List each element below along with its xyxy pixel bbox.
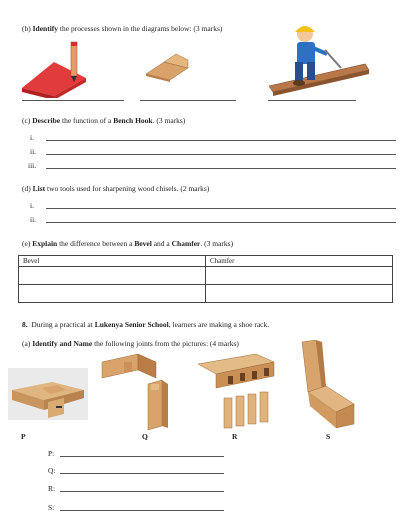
answer-label-r: R: [48,484,56,493]
joint-letter-r: R [232,432,238,441]
table-header-chamfer: Chamfer [206,256,393,267]
joint-letter-p: P [21,432,26,441]
answer-line-q[interactable] [60,473,224,474]
joint-letter-s: S [326,432,331,441]
answer-label-q: Q: [48,466,56,475]
q-e-text: the difference between a [57,239,135,248]
q8a-text: the following joints from the pictures: (4 marks) [92,339,239,348]
answer-line-s[interactable] [60,510,224,511]
question-8a [22,339,239,348]
q-b-prefix: (b) [22,24,33,33]
q8a-prefix: (a) [22,339,33,348]
q8-school-name: Lukenya Senior School [94,320,169,329]
q-c-prefix: (c) [22,116,33,125]
q-c-suffix: . (3 marks) [152,116,186,125]
q8-suffix: , learners are making a shoe rack. [168,320,270,329]
joint-r-image [194,350,278,430]
answer-line-d2[interactable] [46,222,396,223]
q-c-keyword: Describe [32,116,61,125]
marking-process-image [18,38,90,98]
answer-label-p: P: [48,449,55,458]
joint-letter-q: Q [142,432,148,441]
q8a-keyword: Identify and Name [32,339,93,348]
q-b-keyword: Identify [32,24,59,33]
q-e-prefix: (e) [22,239,33,248]
q-c-item-label-2: ii. [30,147,37,156]
question-8 [22,320,269,329]
answer-line-r[interactable] [60,491,224,492]
q8-number: 8. [22,320,28,329]
table-cell[interactable] [19,285,206,303]
q-e-keyword: Explain [32,239,58,248]
answer-line-p[interactable] [60,456,224,457]
q-d-keyword: List [32,184,46,193]
q8-text: During a practical at [31,320,95,329]
table-cell[interactable] [206,285,393,303]
answer-line-d1[interactable] [46,208,396,209]
q-d-prefix: (d) [22,184,33,193]
answer-line-b1[interactable] [22,100,124,101]
answer-label-s: S: [48,503,55,512]
q-c-term: Bench Hook [113,116,153,125]
joint-p-image [8,368,88,420]
q-b-text: the processes shown in the diagrams below: (3 marks) [58,24,223,33]
table-header-bevel: Bevel [19,256,206,267]
joint-q-image [96,348,174,430]
answer-line-c2[interactable] [46,154,396,155]
q-d-item-label-2: ii. [30,215,37,224]
question-e [22,239,233,248]
q-c-item-label-1: i. [30,133,34,142]
bevel-chamfer-table [18,255,393,303]
answer-line-c3[interactable] [46,168,396,169]
question-c [22,116,185,125]
carpenter-sawing-image [265,20,375,98]
answer-line-b2[interactable] [140,100,236,101]
q-c-text: the function of a [60,116,114,125]
answer-line-c1[interactable] [46,140,396,141]
q-e-term-bevel: Bevel [134,239,152,248]
q-e-suffix: . (3 marks) [200,239,234,248]
q-e-and: and a [151,239,172,248]
table-cell[interactable] [19,267,206,285]
joint-s-image [298,340,362,428]
q-e-term-chamfer: Chamfer [171,239,201,248]
q-d-item-label-1: i. [30,201,34,210]
q-d-text: two tools used for sharpening wood chisels. (2 marks) [45,184,210,193]
answer-line-b3[interactable] [268,100,356,101]
question-d [22,184,209,193]
q-c-item-label-3: iii. [28,161,37,170]
table-cell[interactable] [206,267,393,285]
question-b [22,24,222,33]
wood-joint-image [140,50,192,82]
